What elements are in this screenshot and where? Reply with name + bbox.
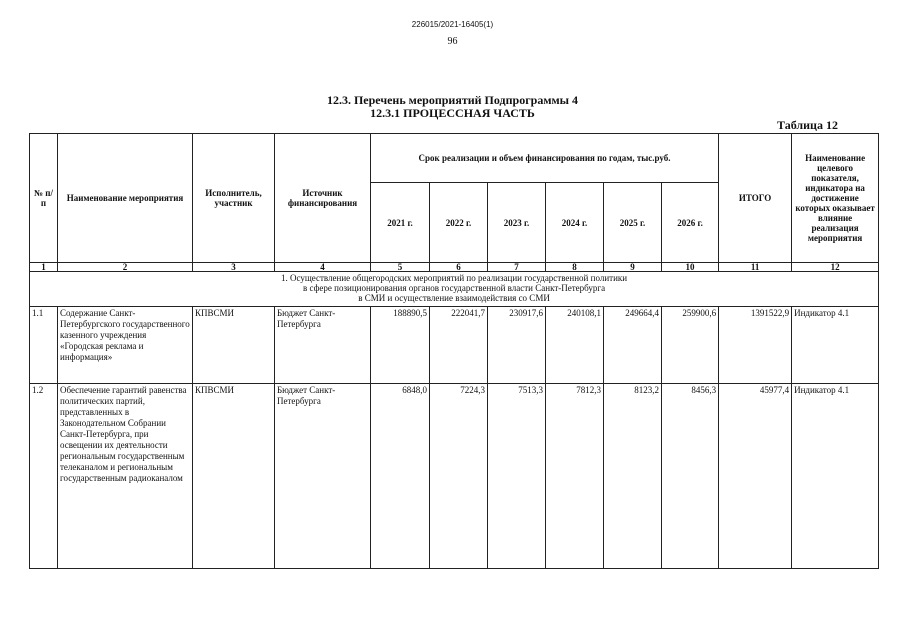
row-name: Содержание Санкт-Петербургского государственного казенного учреждения «Городская реклама и информация»: [58, 307, 193, 384]
row-indicator: Индикатор 4.1: [792, 307, 879, 384]
header-year: 2026 г.: [662, 183, 719, 263]
column-number: 1: [30, 263, 58, 272]
table-row: [30, 307, 879, 384]
column-number: 8: [546, 263, 604, 272]
row-value-2025: 8123,2: [604, 384, 662, 569]
row-value-2026: 259900,6: [662, 307, 719, 384]
header-year: 2021 г.: [371, 183, 430, 263]
row-total: 1391522,9: [719, 307, 792, 384]
column-number: 6: [430, 263, 488, 272]
table-caption: Таблица 12: [777, 118, 838, 132]
section-heading-line: 1. Осуществление общегородских мероприятий по реализации государственной политики: [280, 273, 628, 283]
header-indicator: Наименование целевого показателя, индикатора на достижение которых оказывает влияние реализация мероприятия: [792, 134, 879, 263]
column-number: 5: [371, 263, 430, 272]
page-number: 96: [447, 36, 458, 47]
column-number: 12: [792, 263, 879, 272]
row-value-2023: 230917,6: [488, 307, 546, 384]
column-number: 2: [58, 263, 193, 272]
header-executor: Исполнитель, участник: [193, 134, 275, 263]
document-registration-number: 226015/2021-16405(1): [411, 20, 494, 29]
row-source: Бюджет Санкт-Петербурга: [275, 307, 371, 384]
header-year: 2025 г.: [604, 183, 662, 263]
table-header-row: [30, 134, 879, 183]
row-num: 1.2: [30, 384, 58, 569]
header-year: 2024 г.: [546, 183, 604, 263]
row-indicator: Индикатор 4.1: [792, 384, 879, 569]
activities-table: [29, 133, 879, 569]
column-number-row: [30, 263, 879, 272]
row-executor: КПВСМИ: [193, 384, 275, 569]
table-row: [30, 384, 879, 569]
section-row: [30, 272, 879, 307]
column-number: 4: [275, 263, 371, 272]
row-value-2026: 8456,3: [662, 384, 719, 569]
column-number: 3: [193, 263, 275, 272]
row-executor: КПВСМИ: [193, 307, 275, 384]
header-num: № п/п: [30, 134, 58, 263]
row-source: Бюджет Санкт-Петербурга: [275, 384, 371, 569]
row-value-2021: 188890,5: [371, 307, 430, 384]
header-year: 2022 г.: [430, 183, 488, 263]
header-source: Источник финансирования: [275, 134, 371, 263]
header-total: ИТОГО: [719, 134, 792, 263]
row-value-2025: 249664,4: [604, 307, 662, 384]
row-value-2021: 6848,0: [371, 384, 430, 569]
column-number: 10: [662, 263, 719, 272]
section-heading-line: в СМИ и осуществление взаимодействия со СМИ: [358, 293, 550, 303]
header-name: Наименование мероприятия: [58, 134, 193, 263]
section-subtitle: 12.3.1 ПРОЦЕССНАЯ ЧАСТЬ: [370, 106, 535, 120]
row-value-2024: 240108,1: [546, 307, 604, 384]
header-year: 2023 г.: [488, 183, 546, 263]
row-name: Обеспечение гарантий равенства политических партий, представленных в Законодательном Собрании Санкт-Петербурга, при освещении их деятельности региональным государственным телеканалом и региональным государственным радиоканалом: [58, 384, 193, 569]
row-total: 45977,4: [719, 384, 792, 569]
row-value-2022: 222041,7: [430, 307, 488, 384]
column-number: 9: [604, 263, 662, 272]
row-num: 1.1: [30, 307, 58, 384]
column-number: 7: [488, 263, 546, 272]
section-heading-cell: [30, 272, 879, 307]
row-value-2023: 7513,3: [488, 384, 546, 569]
row-value-2022: 7224,3: [430, 384, 488, 569]
column-number: 11: [719, 263, 792, 272]
header-period: Срок реализации и объем финансирования по годам, тыс.руб.: [371, 134, 719, 183]
section-heading-line: в сфере позиционирования органов государственной власти Санкт-Петербурга: [302, 283, 606, 293]
row-value-2024: 7812,3: [546, 384, 604, 569]
section-title: 12.3. Перечень мероприятий Подпрограммы 4: [326, 93, 579, 107]
